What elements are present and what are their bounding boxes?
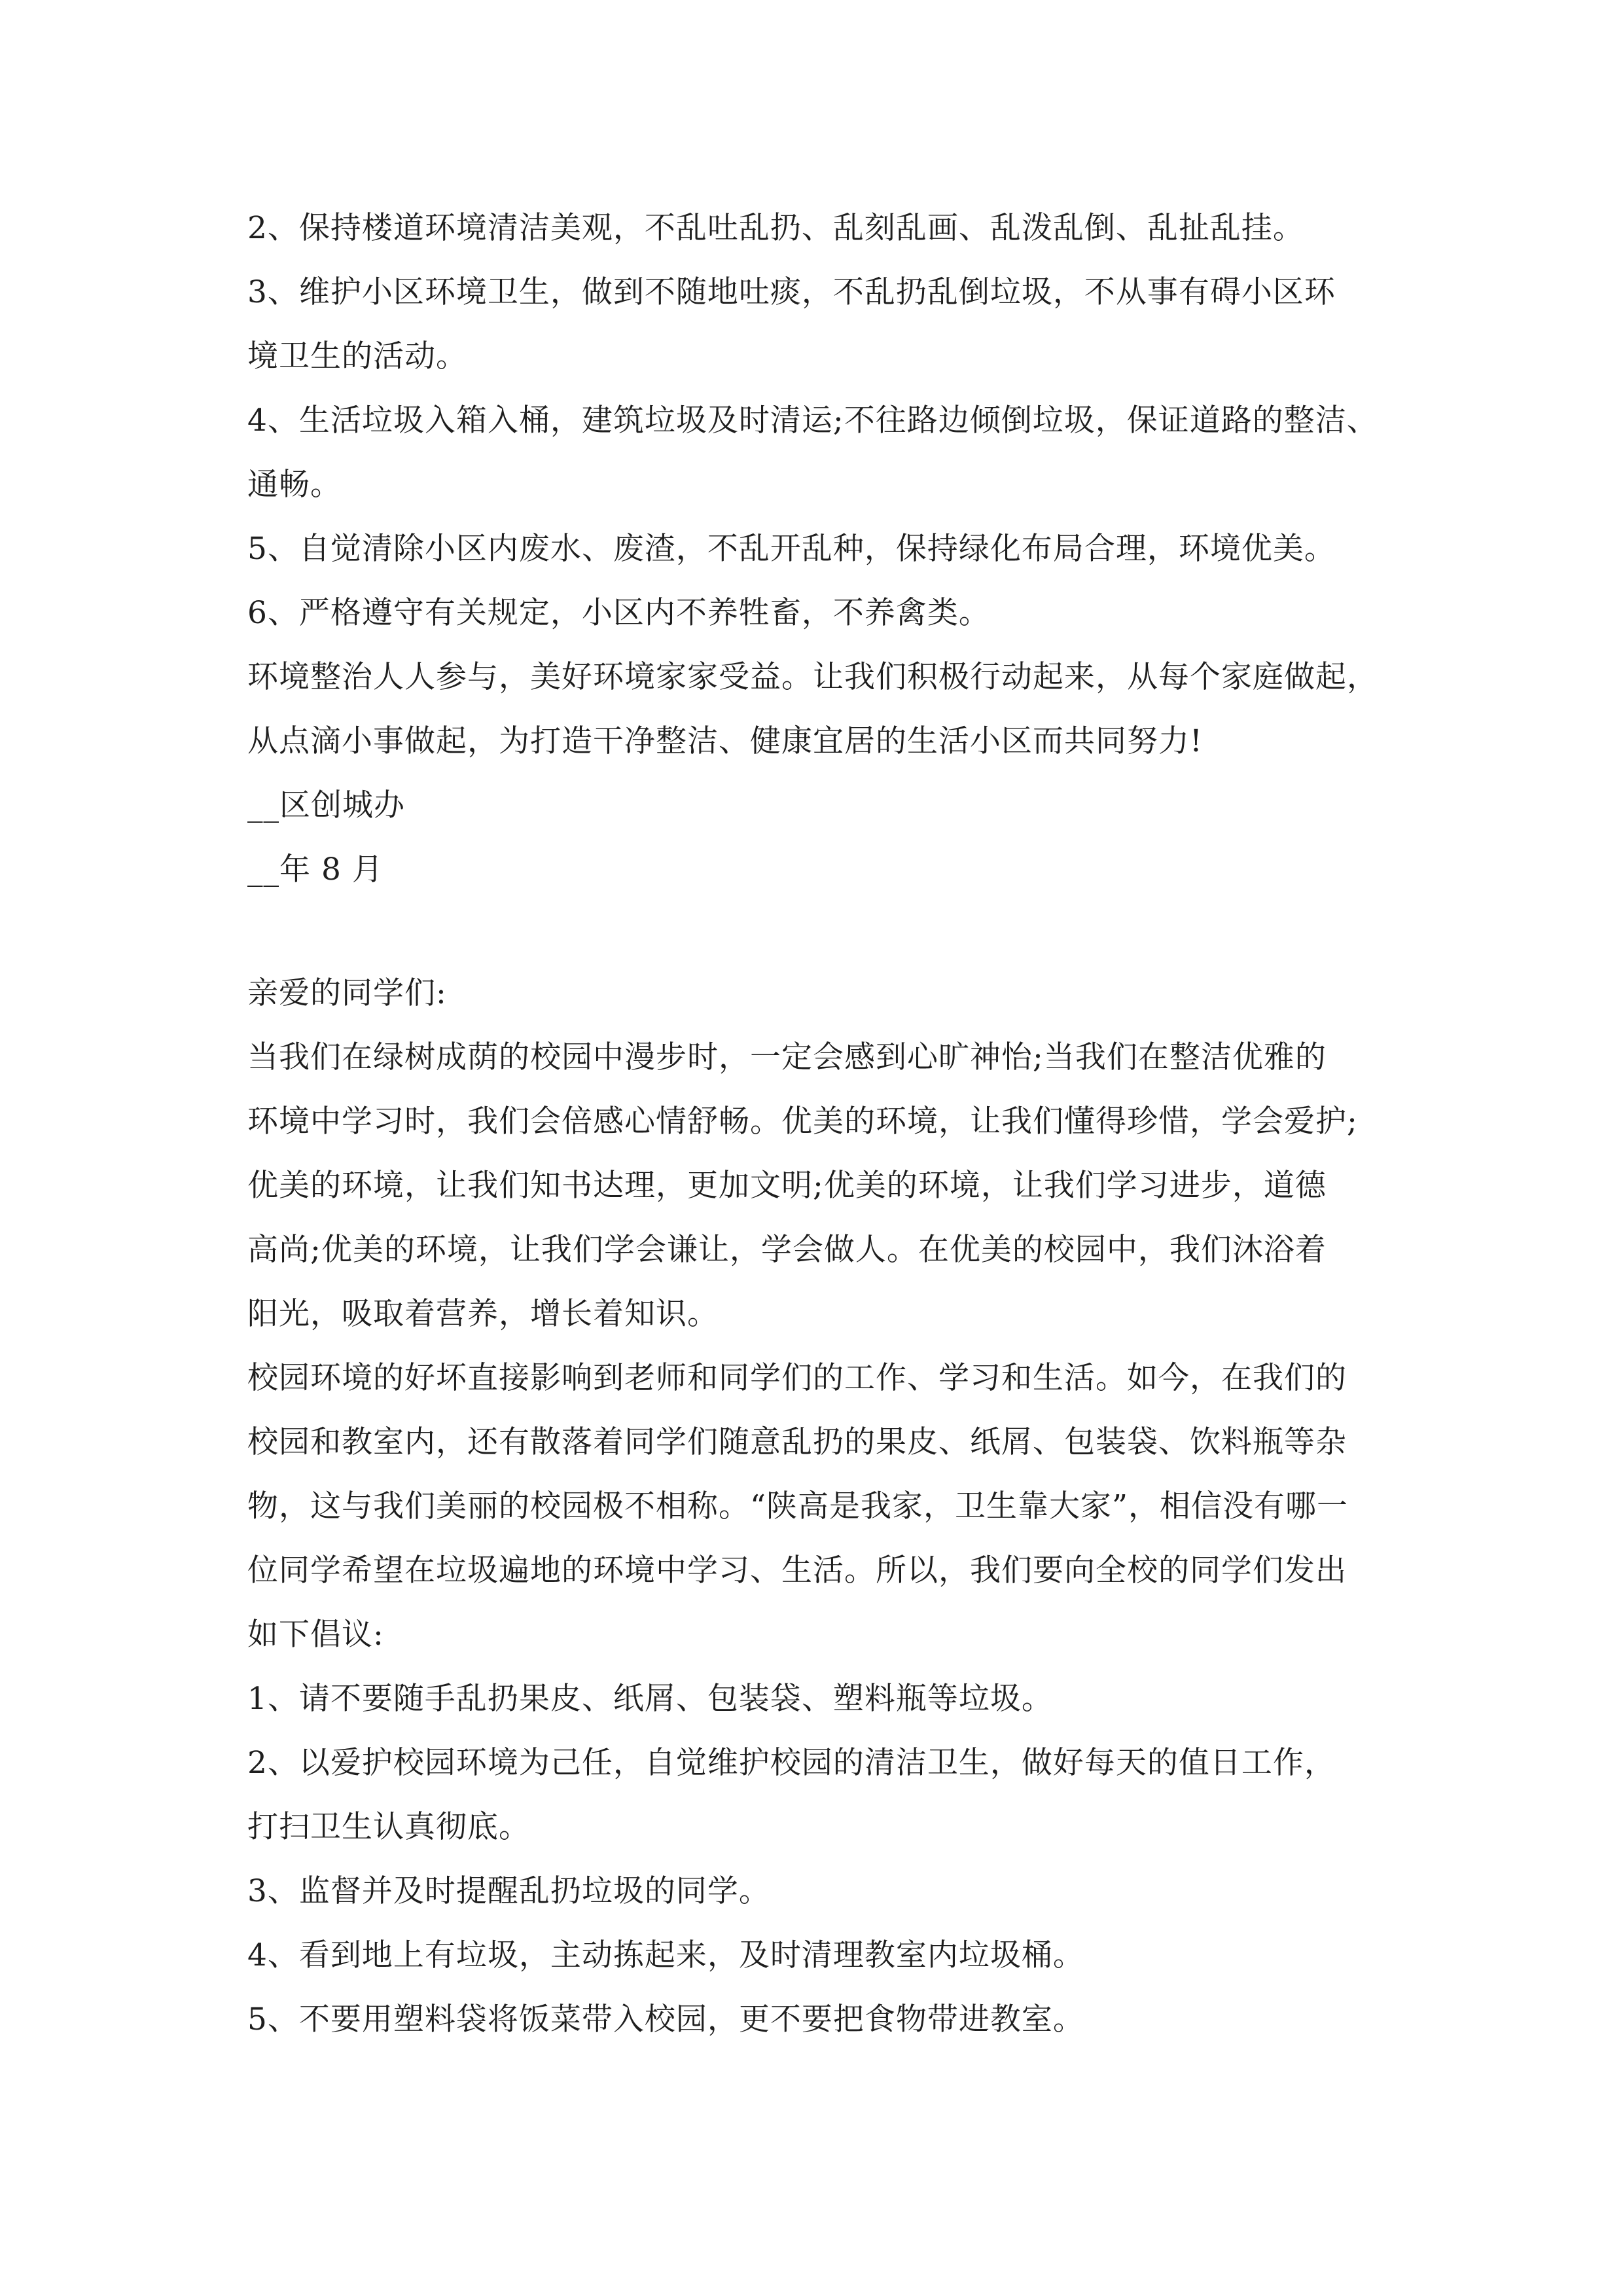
paragraph-line: 环境中学习时，我们会倍感心情舒畅。优美的环境，让我们懂得珍惜，学会爱护; [247, 1103, 1358, 1139]
paragraph-line: 如下倡议: [247, 1617, 384, 1653]
paragraph-line: 2、保持楼道环境清洁美观，不乱吐乱扔、乱刻乱画、乱泼乱倒、乱扯乱挂。 [247, 210, 1304, 246]
paragraph-line: 境卫生的活动。 [247, 338, 467, 374]
signature-office: __区创城办 [247, 787, 405, 823]
salutation: 亲爱的同学们: [247, 975, 447, 1011]
school-initiative-section [247, 961, 1386, 2052]
paragraph-line: 物，这与我们美丽的校园极不相称。“陕高是我家，卫生靠大家”，相信没有哪一 [247, 1488, 1349, 1524]
list-item: 2、以爱护校园环境为己任，自觉维护校园的清洁卫生，做好每天的值日工作， [247, 1745, 1336, 1781]
paragraph-line: 校园和教室内，还有散落着同学们随意乱扔的果皮、纸屑、包装袋、饮料瓶等杂 [247, 1424, 1347, 1460]
paragraph-line: 6、严格遵守有关规定，小区内不养牲畜，不养禽类。 [247, 595, 990, 631]
paragraph-line: 校园环境的好坏直接影响到老师和同学们的工作、学习和生活。如今，在我们的 [247, 1360, 1347, 1396]
paragraph-line: 当我们在绿树成荫的校园中漫步时，一定会感到心旷神怡;当我们在整洁优雅的 [247, 1039, 1327, 1075]
paragraph-line: 优美的环境，让我们知书达理，更加文明;优美的环境，让我们学习进步，道德 [247, 1168, 1327, 1204]
signature-date: __年 8 月 [247, 852, 383, 888]
paragraph-line: 阳光，吸取着营养，增长着知识。 [247, 1296, 719, 1332]
paragraph-line: 位同学希望在垃圾遍地的环境中学习、生活。所以，我们要向全校的同学们发出 [247, 1552, 1347, 1588]
paragraph-line: 通畅。 [247, 467, 342, 503]
paragraph-line: 环境整治人人参与，美好环境家家受益。让我们积极行动起来，从每个家庭做起， [247, 659, 1378, 695]
list-item: 3、监督并及时提醒乱扔垃圾的同学。 [247, 1873, 770, 1909]
list-item: 1、请不要随手乱扔果皮、纸屑、包装袋、塑料瓶等垃圾。 [247, 1681, 1053, 1717]
paragraph-line: 高尚;优美的环境，让我们学会谦让，学会做人。在优美的校园中，我们沐浴着 [247, 1232, 1327, 1268]
paragraph-line: 从点滴小事做起，为打造干净整洁、健康宜居的生活小区而共同努力! [247, 723, 1203, 759]
paragraph-line: 3、维护小区环境卫生，做到不随地吐痰，不乱扔乱倒垃圾，不从事有碍小区环 [247, 274, 1336, 310]
list-item: 打扫卫生认真彻底。 [247, 1809, 530, 1845]
list-item: 5、不要用塑料袋将饭菜带入校园，更不要把食物带进教室。 [247, 2001, 1084, 2037]
paragraph-line: 5、自觉清除小区内废水、废渣，不乱开乱种，保持绿化布局合理，环境优美。 [247, 531, 1336, 567]
community-initiative-section [247, 196, 1386, 902]
list-item: 4、看到地上有垃圾，主动拣起来，及时清理教室内垃圾桶。 [247, 1937, 1084, 1973]
paragraph-line: 4、生活垃圾入箱入桶，建筑垃圾及时清运;不往路边倾倒垃圾，保证道路的整洁、 [247, 403, 1378, 439]
